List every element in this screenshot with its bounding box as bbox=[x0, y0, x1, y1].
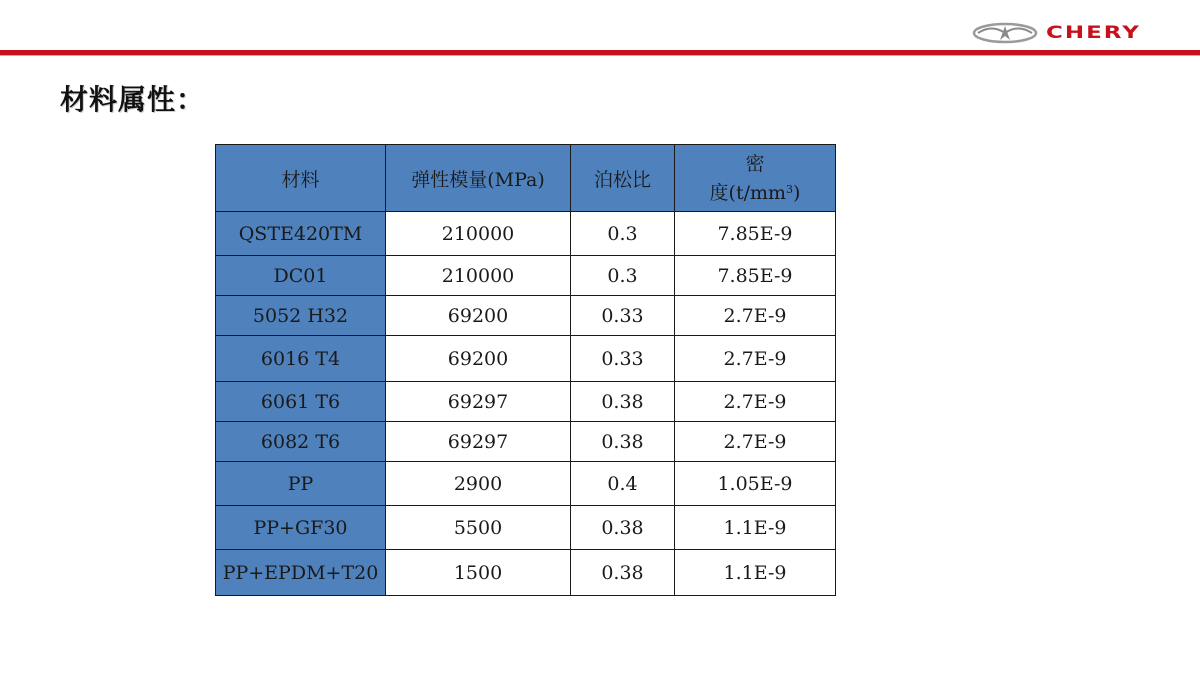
table-row bbox=[216, 336, 836, 382]
header-material: 材料 bbox=[216, 145, 386, 212]
chery-emblem-icon bbox=[972, 22, 1038, 44]
cell-modulus: 69200 bbox=[386, 336, 571, 382]
header-rule-shadow bbox=[0, 55, 1200, 56]
cell-material: PP+EPDM+T20 bbox=[216, 550, 386, 596]
cell-poisson: 0.3 bbox=[571, 256, 675, 296]
cell-modulus: 2900 bbox=[386, 462, 571, 506]
cell-poisson: 0.38 bbox=[571, 422, 675, 462]
table-row bbox=[216, 422, 836, 462]
brand-logo bbox=[972, 22, 1172, 44]
cell-density: 7.85E-9 bbox=[675, 256, 836, 296]
cell-density: 2.7E-9 bbox=[675, 336, 836, 382]
cell-material: PP bbox=[216, 462, 386, 506]
cell-material: 6016 T4 bbox=[216, 336, 386, 382]
table-header-row bbox=[216, 145, 836, 212]
header-density bbox=[675, 145, 836, 212]
cell-density: 7.85E-9 bbox=[675, 212, 836, 256]
cell-material: QSTE420TM bbox=[216, 212, 386, 256]
cell-poisson: 0.38 bbox=[571, 382, 675, 422]
cell-poisson: 0.3 bbox=[571, 212, 675, 256]
cell-material: 6082 T6 bbox=[216, 422, 386, 462]
cell-material: 6061 T6 bbox=[216, 382, 386, 422]
header-poisson: 泊松比 bbox=[571, 145, 675, 212]
cell-density: 2.7E-9 bbox=[675, 296, 836, 336]
cell-density: 2.7E-9 bbox=[675, 422, 836, 462]
table-row bbox=[216, 212, 836, 256]
cell-modulus: 210000 bbox=[386, 212, 571, 256]
cell-poisson: 0.4 bbox=[571, 462, 675, 506]
cell-density: 1.1E-9 bbox=[675, 506, 836, 550]
cell-modulus: 69297 bbox=[386, 422, 571, 462]
header-density-line2: 度$(t/mm^3)$ bbox=[709, 181, 801, 204]
cell-material: PP+GF30 bbox=[216, 506, 386, 550]
table-row bbox=[216, 462, 836, 506]
table-row bbox=[216, 382, 836, 422]
cell-poisson: 0.38 bbox=[571, 506, 675, 550]
cell-modulus: 5500 bbox=[386, 506, 571, 550]
cell-density: 2.7E-9 bbox=[675, 382, 836, 422]
header-density-line1: 密 bbox=[745, 152, 765, 175]
cell-material: DC01 bbox=[216, 256, 386, 296]
cell-modulus: 69297 bbox=[386, 382, 571, 422]
material-properties-table bbox=[215, 144, 836, 596]
cell-poisson: 0.33 bbox=[571, 336, 675, 382]
cell-poisson: 0.38 bbox=[571, 550, 675, 596]
cell-modulus: 1500 bbox=[386, 550, 571, 596]
cell-material: 5052 H32 bbox=[216, 296, 386, 336]
table-row bbox=[216, 506, 836, 550]
cell-poisson: 0.33 bbox=[571, 296, 675, 336]
table-row bbox=[216, 550, 836, 596]
page-title: 材料属性： bbox=[60, 83, 206, 116]
table-row bbox=[216, 296, 836, 336]
cell-density: 1.05E-9 bbox=[675, 462, 836, 506]
table-row bbox=[216, 256, 836, 296]
brand-name: CHERY bbox=[1046, 23, 1141, 43]
cell-modulus: 69200 bbox=[386, 296, 571, 336]
header-modulus: 弹性模量(MPa) bbox=[386, 145, 571, 212]
cell-modulus: 210000 bbox=[386, 256, 571, 296]
cell-density: 1.1E-9 bbox=[675, 550, 836, 596]
